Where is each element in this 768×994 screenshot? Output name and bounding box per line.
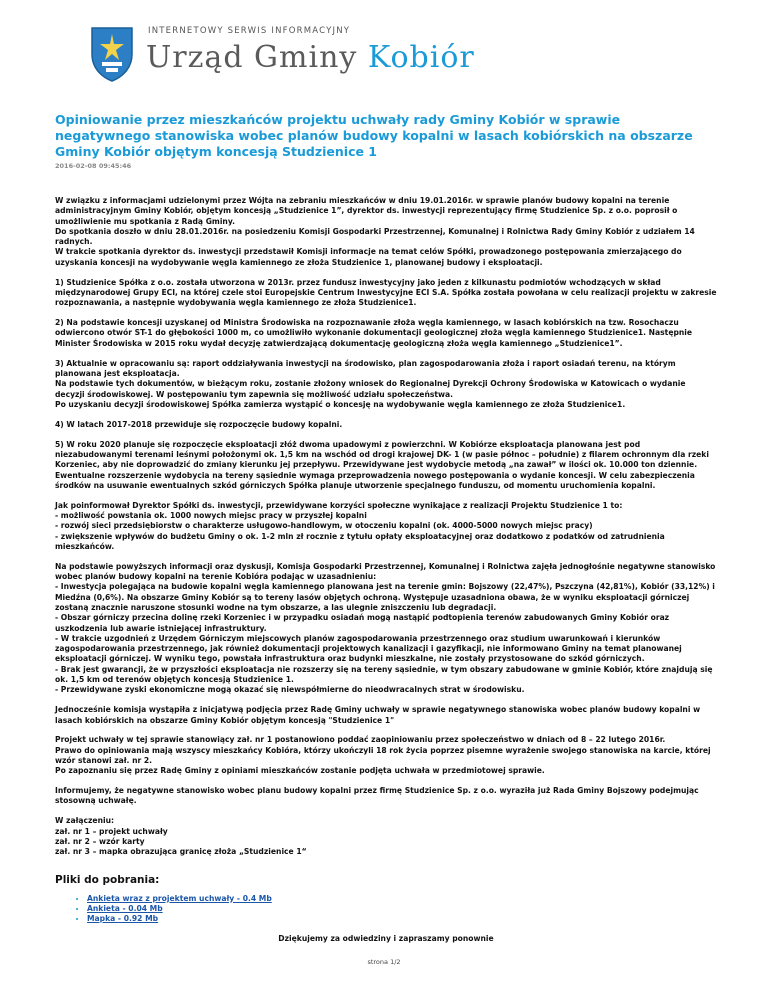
list-item (87, 904, 717, 914)
paragraph-line: Jak poinformował Dyrektor Spółki ds. inwestycji, przewidywane korzyści społeczne wynikające z realizacji Projektu Studzienice 1 to: (55, 500, 623, 510)
article-paragraph (55, 816, 717, 857)
article-paragraph (55, 278, 717, 309)
paragraph-line: Projekt uchwały w tej sprawie stanowiący zał. nr 1 postanowiono poddać zaopiniowaniu przez społeczeństwo w dniach od 8 – 22 lutego 2016r. (55, 735, 666, 745)
paragraph-line: zał. nr 3 – mapka obrazująca granicę złoża „Studzienice 1“ (55, 847, 307, 857)
paragraph-line: Prawo do opiniowania mają wszyscy mieszkańcy Kobióra, którzy ukończyli 18 rok życia poprzez pisemne wyrażenie swojego stanowiska na karcie, której wzór stanowi zał. nr 2. (55, 745, 711, 765)
main-content (55, 112, 717, 943)
downloads-heading: Pliki do pobrania: (55, 873, 160, 886)
site-brand[interactable] (146, 40, 475, 75)
paragraph-line: - Przewidywane zyski ekonomiczne mogą okazać się niewspółmierne do nieodwracalnych strat w środowisku. (55, 685, 525, 695)
paragraph-line: - Brak jest gwarancji, że w przyszłości eksploatacja nie rozszerzy się na tereny sąsiednie, w tym obszary zabudowane w gminie Kobiór, które znajdują się ok. 1,5 km od terenów objętych koncesją Studzienice 1. (55, 664, 713, 685)
article-paragraph (55, 786, 717, 807)
downloads-list (55, 894, 717, 924)
paragraph-line: 2) Na podstawie koncesji uzyskanej od Ministra Środowiska na rozpoznawanie złoża węgla kamiennego, w lasach kobiórskich na tzw. Rosochaczu odwiercono otwór ST-1 do głębokości 1000 m, co umożliwiło wykonanie dokumentacji geologicznej złoża węgla kamiennego Studzienice1. Następnie Minister Środowiska w 2015 roku wydał decyzję zatwierdzającą dokumentację geologiczną złoża węgla kamiennego „Studzienice1”. (55, 318, 693, 348)
download-link[interactable]: Mapka - 0.92 Mb (87, 913, 159, 923)
paragraph-line: Na podstawie powyższych informacji oraz dyskusji, Komisja Gospodarki Przestrzennej, Komunalnej i Rolnictwa zajęła jednogłośnie negatywne stanowisko wobec planów budowy kopalni na terenie Kobióra podając w uzasadnieniu: (55, 561, 716, 582)
paragraph-line: W trakcie spotkania dyrektor ds. inwestycji przedstawił Komisji informacje na temat celów Spółki, prowadzonego postępowania zmierzającego do uzyskania koncesji na wydobywanie węgla kamiennego ze złoża Studzienice 1, planowanej budowy i eksploatacji. (55, 247, 682, 267)
paragraph-line: Po uzyskaniu decyzji środowiskowej Spółka zamierza wystąpić o koncesję na wydobywanie węgla kamiennego ze złoża Studzienice1. (55, 399, 626, 409)
article-paragraph (55, 359, 717, 410)
coat-of-arms-icon (88, 24, 136, 82)
paragraph-line: Do spotkania doszło w dniu 28.01.2016r. na posiedzeniu Komisji Gospodarki Przestrzennej, Komunalnej i Rolnictwa Rady Gminy Kobiór z udziałem 14 radnych. (55, 226, 695, 247)
paragraph-line: Jednocześnie komisja wystąpiła z inicjatywą podjęcia przez Radę Gminy uchwały w sprawie negatywnego stanowiska wobec planów budowy kopalni w lasach kobiórskich na obszarze Gminy Kobiór objętym koncesją "Studzienice 1" (55, 705, 701, 725)
article-paragraph (55, 735, 717, 776)
article-body (55, 196, 717, 858)
page-number: strona 1/2 (367, 958, 401, 966)
article-title: Opiniowanie przez mieszkańców projektu uchwały rady Gminy Kobiór w sprawie negatywnego stanowiska wobec planów budowy kopalni w lasach kobiórskich na obszarze Gminy Kobiór objętym koncesją Studzienice 1 (55, 112, 693, 159)
paragraph-line: zał. nr 1 – projekt uchwały (55, 826, 168, 836)
article-paragraph (55, 440, 717, 491)
article-paragraph (55, 318, 717, 349)
article-paragraph (55, 196, 717, 268)
paragraph-line: - Obszar górniczy przecina dolinę rzeki Korzeniec i w przypadku osiadań mogą nastąpić podtopienia terenów zabudowanych Gminy Kobiór oraz uszkodzenia lub awarie istniejącej infrastruktury. (55, 613, 670, 633)
article-paragraph (55, 705, 717, 726)
article-paragraph (55, 501, 717, 552)
paragraph-line: - rozwój sieci przedsiębiorstw o charakterze usługowo-handlowym, w otoczeniu kopalni (ok. 4000-5000 nowych miejsc pracy) (55, 521, 593, 531)
paragraph-line: Po zapoznaniu się przez Radę Gminy z opiniami mieszkańców zostanie podjęta uchwała w przedmiotowej sprawie. (55, 766, 545, 776)
paragraph-line: W załączeniu: (55, 816, 115, 826)
article-date: 2016-02-08 09:45:46 (55, 162, 132, 170)
paragraph-line: zał. nr 2 – wzór karty (55, 836, 145, 846)
paragraph-line: - Inwestycja polegająca na budowie kopalni węgla kamiennego planowana jest na terenie gmin: Bojszowy (22,47%), Pszczyna (42,81%), Kobiór (33,12%) i Miedźna (0,6%). Na obszarze Gminy Kobiór są to tereny lasów objętych ochroną. Występuje uzasadniona obawa, że w wyniku eksploatacji górniczej zostaną znacznie naruszone stosunki wodne na tym obszarze, a las ulegnie zniszczeniu lub degradacji. (55, 582, 715, 612)
download-link[interactable]: Ankieta - 0.04 Mb (87, 903, 163, 913)
paragraph-line: 5) W roku 2020 planuje się rozpoczęcie eksploatacji złóż dwoma upadowymi z powierzchni. W Kobiórze eksploatacja planowana jest pod niezabudowanymi terenami leśnymi położonymi ok. 1,5 km na wschód od drogi krajowej DK- 1 (w pasie północ – południe) z filarem ochronnym dla rzeki Korzeniec, aby nie doprowadzić do zmiany kierunku jej przepływu. Przewidywane jest wydobycie metodą „na zawał” w ilości ok. 10.000 ton dziennie. Ewentualne rozszerzenie wydobycia na tereny sąsiednie wymaga przeprowadzenia nowego postępowania o wydanie koncesji. W celu zabezpieczenia środków na usuwanie ewentualnych szkód górniczych Spółka planuje utworzenie specjalnego funduszu, od momentu uruchomienia kopalni. (55, 439, 709, 490)
article-paragraph (55, 420, 717, 430)
thanks-message: Dziękujemy za odwiedziny i zapraszamy ponownie (278, 933, 494, 943)
paragraph-line: 3) Aktualnie w opracowaniu są: raport oddziaływania inwestycji na środowisko, plan zagospodarowania złoża i raport osiadań terenu, na którym planowana jest eksploatacja. (55, 358, 676, 378)
brand-text-accent: Kobiór (367, 40, 475, 75)
list-item (87, 914, 717, 924)
list-item (87, 894, 717, 904)
paragraph-line: - W trakcie uzgodnień z Urzędem Górniczym miejscowych planów zagospodarowania przestrzennego oraz studium uwarunkowań i kierunków zagospodarowania przestrzennego, jak również dokumentacji projektowych kanalizacji i gazyfikacji, nie informowano Gminy na temat planowanej eksploatacji górniczej. W wyniku tego, powstała infrastruktura oraz budynki mieszkalne, nie zostały przystosowane do szkód górniczych. (55, 633, 682, 664)
article-paragraph (55, 562, 717, 696)
site-header (88, 18, 688, 88)
download-link[interactable]: Ankieta wraz z projektem uchwały - 0.4 Mb (87, 893, 272, 903)
paragraph-line: 1) Studzienice Spółka z o.o. została utworzona w 2013r. przez fundusz inwestycyjny jako jeden z kilkunastu podmiotów wchodzących w skład międzynarodowej Grupy ECI, na której czele stoi Europejskie Centrum Inwestycyjne ECI S.A. Spółka została powołana w celu realizacji projektu w zakresie rozpoznawania, a następnie wydobywania węgla kamiennego ze złoża Studzienice1. (55, 277, 717, 308)
site-tagline: INTERNETOWY SERWIS INFORMACYJNY (148, 26, 351, 36)
paragraph-line: W związku z informacjami udzielonymi przez Wójta na zebraniu mieszkańców w dniu 19.01.2016r. w sprawie planów budowy kopalni na terenie administracyjnym Gminy Kobiór, objętym koncesją „Studzienice 1”, dyrektor ds. inwestycji reprezentujący firmę Studzienice Sp. z o.o. poprosił o umożliwienie mu spotkania z Radą Gminy. (55, 196, 678, 226)
paragraph-line: - możliwość powstania ok. 1000 nowych miejsc pracy w przyszłej kopalni (55, 510, 367, 520)
paragraph-line: Na podstawie tych dokumentów, w bieżącym roku, zostanie złożony wniosek do Regionalnej Dyrekcji Ochrony Środowiska w Katowicach o wydanie decyzji środowiskowej. W postępowaniu tym zapewnia się możliwość udziału społeczeństwa. (55, 379, 686, 399)
brand-text: Urząd Gminy (146, 40, 368, 75)
paragraph-line: Informujemy, że negatywne stanowisko wobec planu budowy kopalni przez firmę Studzienice Sp. z o.o. wyraziła już Rada Gminy Bojszowy podejmując stosowną uchwałę. (55, 786, 699, 806)
paragraph-line: 4) W latach 2017-2018 przewiduje się rozpoczęcie budowy kopalni. (55, 419, 343, 429)
paragraph-line: - zwiększenie wpływów do budżetu Gminy o ok. 1-2 mln zł rocznie z tytułu opłaty eksploatacyjnej oraz dodatkowo z podatków od zatrudnienia mieszkańców. (55, 531, 665, 551)
